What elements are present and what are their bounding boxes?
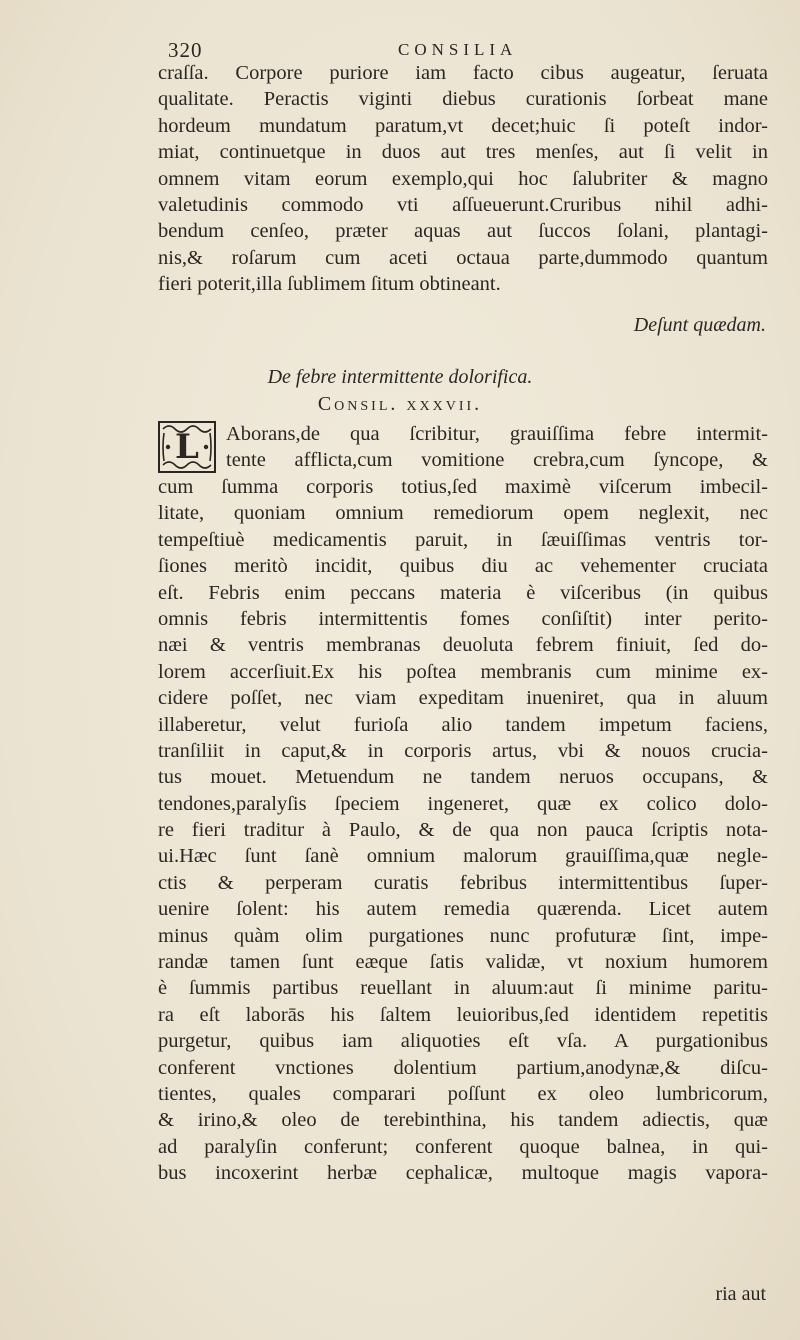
text-line: re fieri traditur à Paulo, & de qua non pauca ſcriptis nota- (158, 819, 768, 842)
text-line: tus mouet. Metuendum ne tandem neruos occupans, & (158, 766, 768, 789)
text-line: Aborans,de qua ſcribitur, grauiſſima febre intermit- (226, 423, 768, 445)
text-line: minus quàm olim purgationes nunc profuturæ ſint, impe- (158, 924, 768, 947)
text-line: bus incoxerint herbæ cephalicæ, multoque magis vapora- (158, 1162, 768, 1185)
text-line: lorem accerſiuit.Ex his poſtea membranis cum minime ex- (158, 660, 768, 683)
text-line: tranſiliit in caput,& in corporis artus, vbi & nouos crucia- (158, 739, 768, 762)
text-line: ad paralyſin conferunt; conferent quoque balnea, in qui- (158, 1135, 768, 1158)
decorated-initial (158, 421, 216, 473)
text-line: ctis & perperam curatis febribus intermittentibus ſuper- (158, 871, 768, 894)
text-line: uenire ſolent: his autem remedia quærenda. Licet autem (158, 898, 768, 921)
text-line: ra eſt laborās his ſaltem leuioribus,ſed identidem repetitis (158, 1003, 768, 1026)
text-line: næi & ventris membranas deuoluta febrem finiuit, ſed do- (158, 634, 768, 657)
text-line: omnis febris intermittentis fomes conſiſtit) inter perito- (158, 607, 768, 630)
text-line: conferent vnctiones dolentium partium,anodynæ,& diſcu- (158, 1056, 768, 1079)
lacuna-note: Deſunt quædam. (633, 314, 766, 336)
text-line: qualitate. Peractis viginti diebus curationis ſorbeat mane (158, 88, 768, 111)
text-line: purgetur, quibus iam aliquoties eſt vſa. A purgationibus (158, 1030, 768, 1053)
paragraph-continued (158, 60, 768, 298)
running-title: CONSILIA (398, 40, 518, 59)
text-line: craſſa. Corpore puriore iam facto cibus augeatur, ſeruata (158, 62, 768, 84)
text-line: cum ſumma corporis totius,ſed maximè viſcerum imbecil- (158, 476, 768, 498)
text-line: miat, continuetque in duos aut tres menſes, aut ſi velit in (158, 141, 768, 164)
catchword: ria aut (715, 1283, 766, 1305)
text-line: & irino,& oleo de terebinthina, his tandem adiectis, quæ (158, 1109, 768, 1132)
text-line: valetudinis commodo vti aſſueuerunt.Cruribus nihil adhi- (158, 193, 768, 216)
initial-letter: L (175, 427, 199, 467)
text-line: cidere poſſet, nec viam expeditam inueniret, qua in aluum (158, 687, 768, 710)
text-line: illaberetur, velut furioſa alio tandem impetum faciens, (158, 713, 768, 736)
text-line: eſt. Febris enim peccans materia è viſceribus (in quibus (158, 581, 768, 604)
text-line: randæ tamen ſunt eæque ſatis validæ, vt noxium humorem (158, 951, 768, 974)
text-line: tendones,paralyſis ſpeciem ingeneret, quæ ex colico dolo- (158, 792, 768, 815)
paragraph-opening (226, 421, 768, 474)
text-line: tente afflicta,cum vomitione crebra,cum ſyncope, & (226, 449, 768, 472)
text-line: tientes, quales comparari poſſunt ex oleo lumbricorum, (158, 1082, 768, 1105)
text-line: ſiones meritò incidit, quibus diu ac vehementer cruciata (158, 555, 768, 578)
section-number: Consil. xxxvii. (317, 393, 483, 415)
text-line: omnem vitam eorum exemplo,qui hoc ſalubriter & magno (158, 167, 768, 190)
text-line: nis,& roſarum cum aceti octaua parte,dummodo quantum (158, 246, 768, 269)
text-line: litate, quoniam omnium remediorum opem neglexit, nec (158, 502, 768, 525)
text-line: hordeum mundatum paratum,vt decet;huic ſi poteſt indor- (158, 114, 768, 137)
page-number: 320 (168, 38, 203, 62)
text-line: ui.Hæc ſunt ſanè omnium malorum grauiſſima,quæ negle- (158, 845, 768, 868)
text-line: tempeſtiuè medicamentis paruit, in ſæuiſſimas ventris tor- (158, 528, 768, 551)
text-line: bendum cenſeo, præter aquas aut ſuccos ſolani, plantagi- (158, 220, 768, 243)
text-line: fieri poterit,illa ſublimem ſitum obtineant. (158, 273, 501, 296)
text-line: è ſummis partibus reuellant in aluum:aut ſi minime paritu- (158, 977, 768, 1000)
paragraph-body (158, 474, 768, 1187)
section-title: De febre intermittente dolorifica. (267, 366, 533, 388)
